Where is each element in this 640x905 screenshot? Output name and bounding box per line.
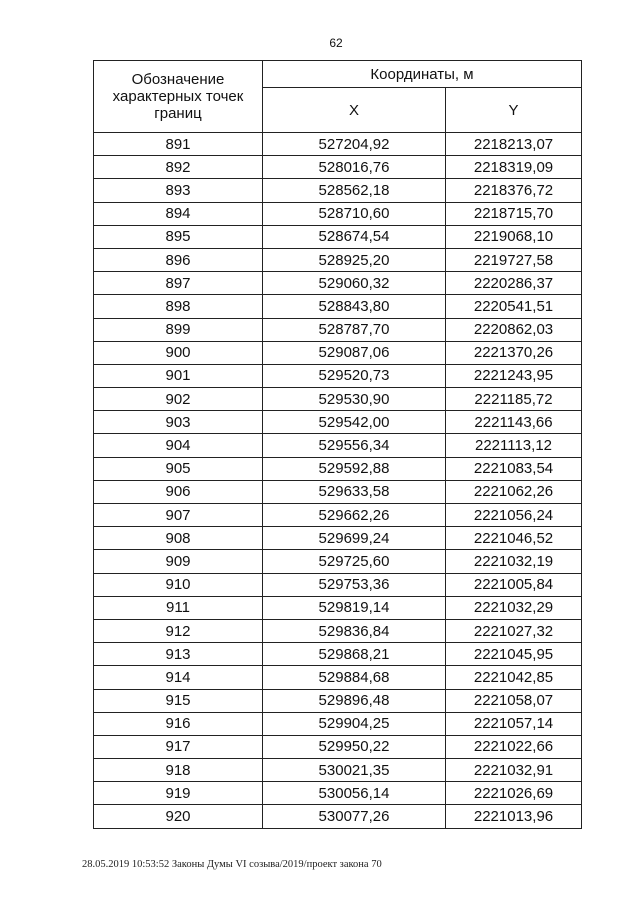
point-cell: 910 bbox=[94, 573, 263, 596]
table-row bbox=[94, 573, 582, 596]
point-cell: 904 bbox=[94, 434, 263, 457]
x-coordinate-cell: 530056,14 bbox=[263, 782, 446, 805]
point-designation-header: Обозначение характерных точек границ bbox=[94, 61, 263, 133]
y-coordinate-cell: 2221185,72 bbox=[446, 388, 582, 411]
y-coordinate-cell: 2221046,52 bbox=[446, 527, 582, 550]
y-coordinate-cell: 2221026,69 bbox=[446, 782, 582, 805]
table-row bbox=[94, 643, 582, 666]
x-coordinate-cell: 528016,76 bbox=[263, 156, 446, 179]
y-coordinate-cell: 2221032,91 bbox=[446, 759, 582, 782]
table-header bbox=[94, 61, 582, 133]
table-row bbox=[94, 480, 582, 503]
coordinates-table bbox=[93, 60, 582, 829]
y-coordinate-cell: 2221243,95 bbox=[446, 364, 582, 387]
table-row bbox=[94, 782, 582, 805]
point-cell: 905 bbox=[94, 457, 263, 480]
x-coordinate-cell: 529725,60 bbox=[263, 550, 446, 573]
table-row bbox=[94, 202, 582, 225]
point-cell: 896 bbox=[94, 248, 263, 271]
point-cell: 897 bbox=[94, 272, 263, 295]
x-coordinate-cell: 529868,21 bbox=[263, 643, 446, 666]
x-coordinate-cell: 529950,22 bbox=[263, 735, 446, 758]
x-coordinate-cell: 529753,36 bbox=[263, 573, 446, 596]
y-coordinate-cell: 2221042,85 bbox=[446, 666, 582, 689]
table-body bbox=[94, 133, 582, 829]
point-cell: 908 bbox=[94, 527, 263, 550]
y-coordinate-cell: 2221013,96 bbox=[446, 805, 582, 828]
x-coordinate-cell: 527204,92 bbox=[263, 133, 446, 156]
y-coordinate-cell: 2221370,26 bbox=[446, 341, 582, 364]
point-cell: 891 bbox=[94, 133, 263, 156]
y-coordinate-cell: 2221032,29 bbox=[446, 596, 582, 619]
y-coordinate-cell: 2221113,12 bbox=[446, 434, 582, 457]
point-cell: 894 bbox=[94, 202, 263, 225]
point-cell: 895 bbox=[94, 225, 263, 248]
x-coordinate-cell: 528787,70 bbox=[263, 318, 446, 341]
y-coordinate-cell: 2221083,54 bbox=[446, 457, 582, 480]
point-cell: 919 bbox=[94, 782, 263, 805]
x-coordinate-cell: 530077,26 bbox=[263, 805, 446, 828]
table-row bbox=[94, 457, 582, 480]
point-cell: 912 bbox=[94, 619, 263, 642]
coordinates-header: Координаты, м bbox=[263, 61, 582, 88]
x-coordinate-cell: 529904,25 bbox=[263, 712, 446, 735]
y-column-header: Y bbox=[446, 88, 582, 133]
table-row bbox=[94, 805, 582, 828]
y-coordinate-cell: 2221058,07 bbox=[446, 689, 582, 712]
y-coordinate-cell: 2219068,10 bbox=[446, 225, 582, 248]
document-footer: 28.05.2019 10:53:52 Законы Думы VI созыва/2019/проект закона 70 bbox=[82, 859, 382, 870]
point-cell: 907 bbox=[94, 504, 263, 527]
y-coordinate-cell: 2221027,32 bbox=[446, 619, 582, 642]
x-coordinate-cell: 529542,00 bbox=[263, 411, 446, 434]
point-cell: 909 bbox=[94, 550, 263, 573]
x-coordinate-cell: 529530,90 bbox=[263, 388, 446, 411]
y-coordinate-cell: 2221057,14 bbox=[446, 712, 582, 735]
x-coordinate-cell: 529819,14 bbox=[263, 596, 446, 619]
x-coordinate-cell: 528674,54 bbox=[263, 225, 446, 248]
y-coordinate-cell: 2221056,24 bbox=[446, 504, 582, 527]
x-coordinate-cell: 529633,58 bbox=[263, 480, 446, 503]
table-row bbox=[94, 434, 582, 457]
point-cell: 916 bbox=[94, 712, 263, 735]
table-row bbox=[94, 735, 582, 758]
y-coordinate-cell: 2221062,26 bbox=[446, 480, 582, 503]
table-row bbox=[94, 759, 582, 782]
table-row bbox=[94, 179, 582, 202]
y-coordinate-cell: 2219727,58 bbox=[446, 248, 582, 271]
x-coordinate-cell: 528710,60 bbox=[263, 202, 446, 225]
y-coordinate-cell: 2220541,51 bbox=[446, 295, 582, 318]
x-coordinate-cell: 529556,34 bbox=[263, 434, 446, 457]
point-cell: 917 bbox=[94, 735, 263, 758]
table-row bbox=[94, 156, 582, 179]
y-coordinate-cell: 2218213,07 bbox=[446, 133, 582, 156]
x-coordinate-cell: 528843,80 bbox=[263, 295, 446, 318]
table-row bbox=[94, 550, 582, 573]
x-coordinate-cell: 529884,68 bbox=[263, 666, 446, 689]
y-coordinate-cell: 2221022,66 bbox=[446, 735, 582, 758]
y-coordinate-cell: 2218376,72 bbox=[446, 179, 582, 202]
x-coordinate-cell: 529087,06 bbox=[263, 341, 446, 364]
table-row bbox=[94, 272, 582, 295]
x-coordinate-cell: 529060,32 bbox=[263, 272, 446, 295]
y-coordinate-cell: 2221032,19 bbox=[446, 550, 582, 573]
point-cell: 913 bbox=[94, 643, 263, 666]
x-column-header: X bbox=[263, 88, 446, 133]
x-coordinate-cell: 530021,35 bbox=[263, 759, 446, 782]
table-row bbox=[94, 504, 582, 527]
point-cell: 903 bbox=[94, 411, 263, 434]
point-cell: 918 bbox=[94, 759, 263, 782]
point-cell: 902 bbox=[94, 388, 263, 411]
point-cell: 899 bbox=[94, 318, 263, 341]
table-row bbox=[94, 295, 582, 318]
table-row bbox=[94, 318, 582, 341]
table-row bbox=[94, 411, 582, 434]
table-row bbox=[94, 712, 582, 735]
table-row bbox=[94, 341, 582, 364]
x-coordinate-cell: 528925,20 bbox=[263, 248, 446, 271]
x-coordinate-cell: 529520,73 bbox=[263, 364, 446, 387]
table-row bbox=[94, 689, 582, 712]
table-row bbox=[94, 364, 582, 387]
x-coordinate-cell: 529662,26 bbox=[263, 504, 446, 527]
point-cell: 914 bbox=[94, 666, 263, 689]
y-coordinate-cell: 2221143,66 bbox=[446, 411, 582, 434]
y-coordinate-cell: 2221005,84 bbox=[446, 573, 582, 596]
table-row bbox=[94, 527, 582, 550]
point-cell: 915 bbox=[94, 689, 263, 712]
table-row bbox=[94, 666, 582, 689]
table-row bbox=[94, 225, 582, 248]
x-coordinate-cell: 529699,24 bbox=[263, 527, 446, 550]
page-number: 62 bbox=[329, 36, 343, 50]
y-coordinate-cell: 2220286,37 bbox=[446, 272, 582, 295]
point-cell: 898 bbox=[94, 295, 263, 318]
x-coordinate-cell: 529836,84 bbox=[263, 619, 446, 642]
table-row bbox=[94, 619, 582, 642]
table-row bbox=[94, 133, 582, 156]
table-row bbox=[94, 388, 582, 411]
y-coordinate-cell: 2221045,95 bbox=[446, 643, 582, 666]
table-row bbox=[94, 248, 582, 271]
x-coordinate-cell: 528562,18 bbox=[263, 179, 446, 202]
point-cell: 892 bbox=[94, 156, 263, 179]
y-coordinate-cell: 2218715,70 bbox=[446, 202, 582, 225]
point-cell: 893 bbox=[94, 179, 263, 202]
y-coordinate-cell: 2220862,03 bbox=[446, 318, 582, 341]
point-cell: 901 bbox=[94, 364, 263, 387]
point-cell: 911 bbox=[94, 596, 263, 619]
table-row bbox=[94, 596, 582, 619]
x-coordinate-cell: 529896,48 bbox=[263, 689, 446, 712]
point-cell: 906 bbox=[94, 480, 263, 503]
x-coordinate-cell: 529592,88 bbox=[263, 457, 446, 480]
point-cell: 900 bbox=[94, 341, 263, 364]
point-cell: 920 bbox=[94, 805, 263, 828]
y-coordinate-cell: 2218319,09 bbox=[446, 156, 582, 179]
